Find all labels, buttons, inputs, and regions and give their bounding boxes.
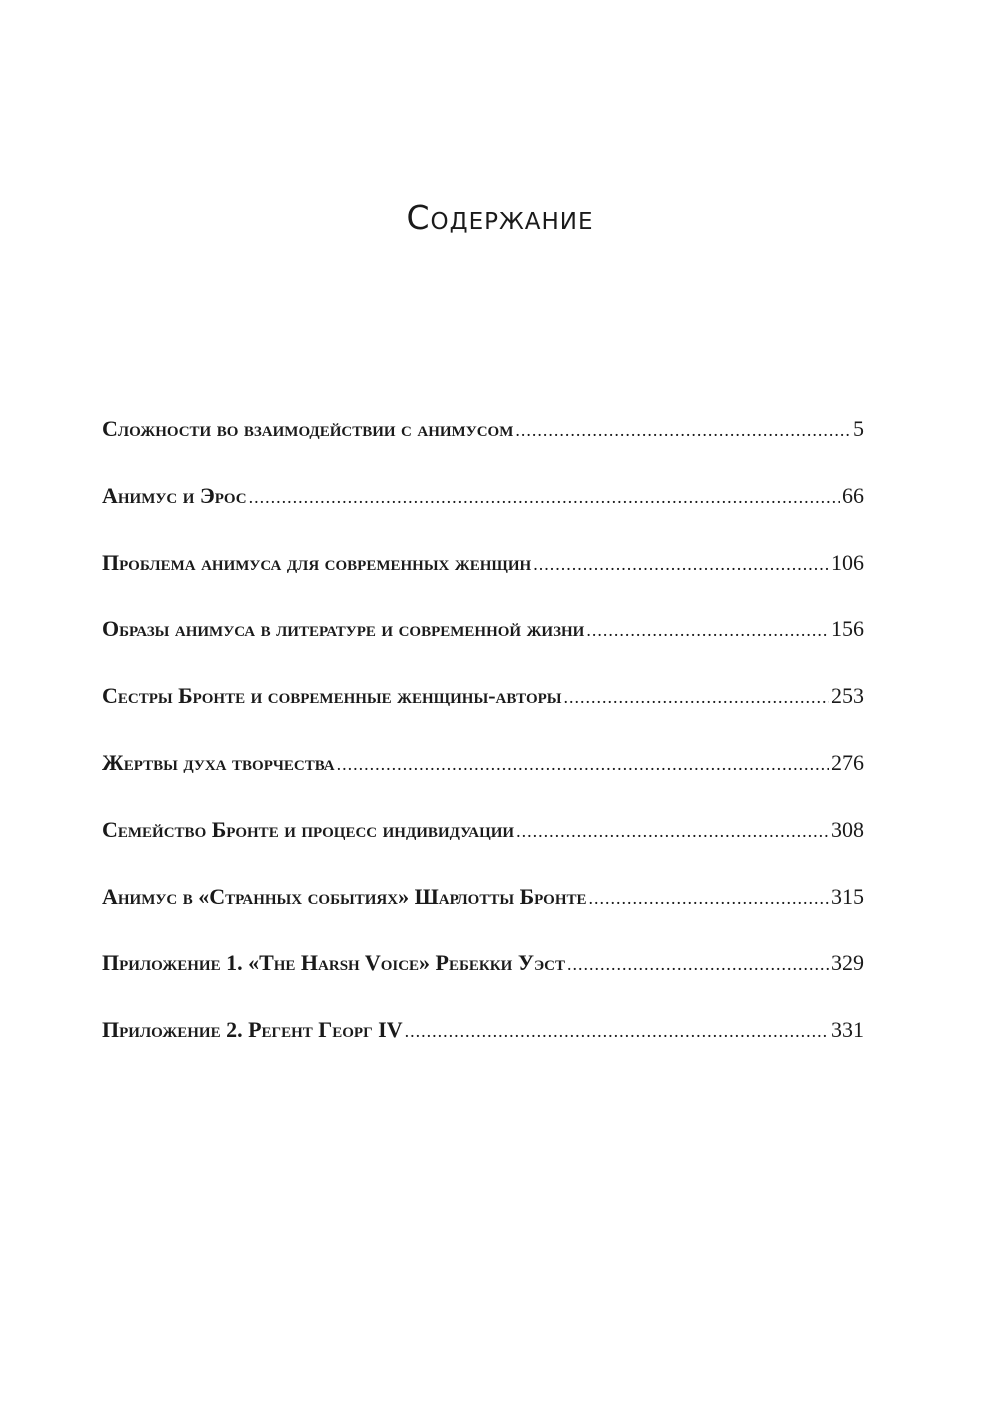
toc-entry[interactable]	[102, 683, 864, 750]
toc-entry-page: 315	[831, 883, 864, 909]
toc-entry-page: 329	[831, 950, 864, 976]
toc-dot-leader	[249, 487, 840, 508]
toc-entry-page: 308	[831, 816, 864, 842]
toc-entry-title: Анимус и Эрос	[102, 482, 247, 508]
toc-entry[interactable]	[102, 483, 864, 550]
toc-entry[interactable]	[102, 616, 864, 683]
toc-entry[interactable]	[102, 416, 864, 483]
toc-entry-title: Сложности во взаимодействии с анимусом	[102, 416, 514, 441]
toc-entry-title: Жертвы духа творчества	[102, 749, 335, 775]
table-of-contents	[102, 416, 864, 1084]
toc-entry-page: 66	[842, 482, 864, 508]
toc-dot-leader	[586, 620, 829, 641]
toc-dot-leader	[564, 687, 829, 708]
toc-entry[interactable]	[102, 550, 864, 617]
toc-entry[interactable]	[102, 884, 864, 951]
toc-entry[interactable]	[102, 750, 864, 817]
toc-dot-leader	[337, 754, 829, 775]
toc-dot-leader	[516, 821, 829, 842]
toc-entry[interactable]	[102, 817, 864, 884]
toc-entry-title: Проблема анимуса для современных женщин	[102, 549, 532, 575]
page-title: Содержание	[406, 198, 594, 237]
toc-entry[interactable]	[102, 950, 864, 1017]
toc-dot-leader	[405, 1021, 829, 1042]
toc-entry-title: Семейство Бронте и процесс индивидуации	[102, 816, 515, 842]
toc-entry-title: Образы анимуса в литературе и современной жизни	[102, 616, 585, 642]
toc-dot-leader	[533, 554, 829, 575]
toc-entry-title: Сестры Бронте и современные женщины-авторы	[102, 683, 562, 709]
toc-dot-leader	[567, 954, 829, 975]
toc-entry-page: 106	[831, 549, 864, 575]
toc-entry-page: 5	[853, 416, 864, 441]
toc-entry-page: 253	[831, 683, 864, 709]
toc-dot-leader	[589, 888, 829, 909]
toc-entry-page: 156	[831, 616, 864, 642]
toc-entry-page: 276	[831, 749, 864, 775]
toc-entry-title: Приложение 1. «The Harsh Voice» Ребекки Уэст	[102, 950, 565, 976]
toc-entry-title: Приложение 2. Регент Георг IV	[102, 1017, 403, 1043]
toc-entry-title: Анимус в «Странных событиях» Шарлотты Бронте	[102, 883, 587, 909]
toc-entry[interactable]	[102, 1017, 864, 1084]
toc-entry-page: 331	[831, 1017, 864, 1043]
toc-dot-leader	[515, 420, 851, 441]
